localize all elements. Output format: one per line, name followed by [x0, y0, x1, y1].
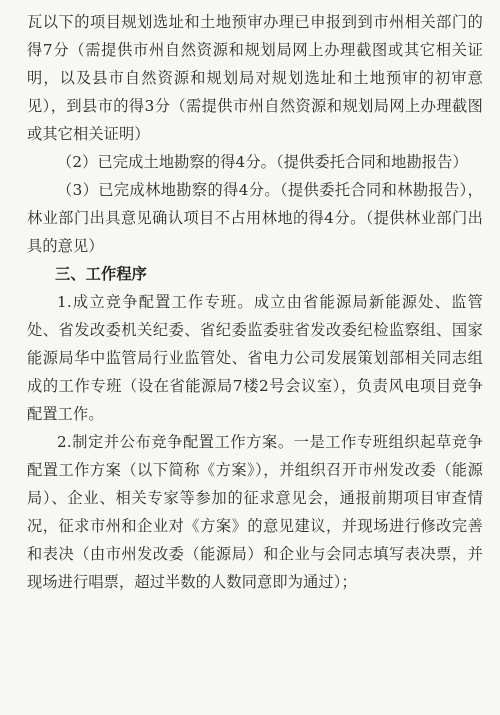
paragraph-forest-survey: （3）已完成林地勘察的得4分。（提供委托合同和林勘报告），林业部门出具意见确认项目不占用林地的得4分。（提供林业部门出具的意见）	[27, 181, 483, 255]
paragraph-step-1: 1.成立竞争配置工作专班。成立由省能源局新能源处、监管处、省发改委机关纪委、省纪委监委驻省发改委纪检监察组、国家能源局华中监管局行业监管处、省电力公司发展策划部相关同志组成的工作专班（设在省能源局7楼2号会议室），负责风电项目竞争配置工作。	[27, 293, 483, 423]
paragraph-land-survey: （2）已完成土地勘察的得4分。（提供委托合同和地勘报告）	[57, 153, 468, 171]
paragraph-planning-score: 瓦以下的项目规划选址和土地预审办理已申报到到市州相关部门的得7分（需提供市州自然资源和规划局网上办理截图或其它相关证明，以及县市自然资源和规划局对规划选址和土地预审的初审意见），到县市的得3分（需提供市州自然资源和规划局网上办理截图或其它相关证明）	[27, 13, 483, 143]
section-heading: 三、工作程序	[55, 265, 148, 283]
paragraph-step-2: 2.制定并公布竞争配置工作方案。一是工作专班组织起草竞争配置工作方案（以下简称《方案》），并组织召开市州发改委（能源局）、企业、相关专家等参加的征求意见会，通报前期项目审查情况，征求市州和企业对《方案》的意见建议，并现场进行修改完善和表决（由市州发改委（能源局）和企业与会同志填写表决票，并现场进行唱票，超过半数的人数同意即为通过）；	[27, 433, 483, 591]
document-body	[27, 8, 483, 596]
